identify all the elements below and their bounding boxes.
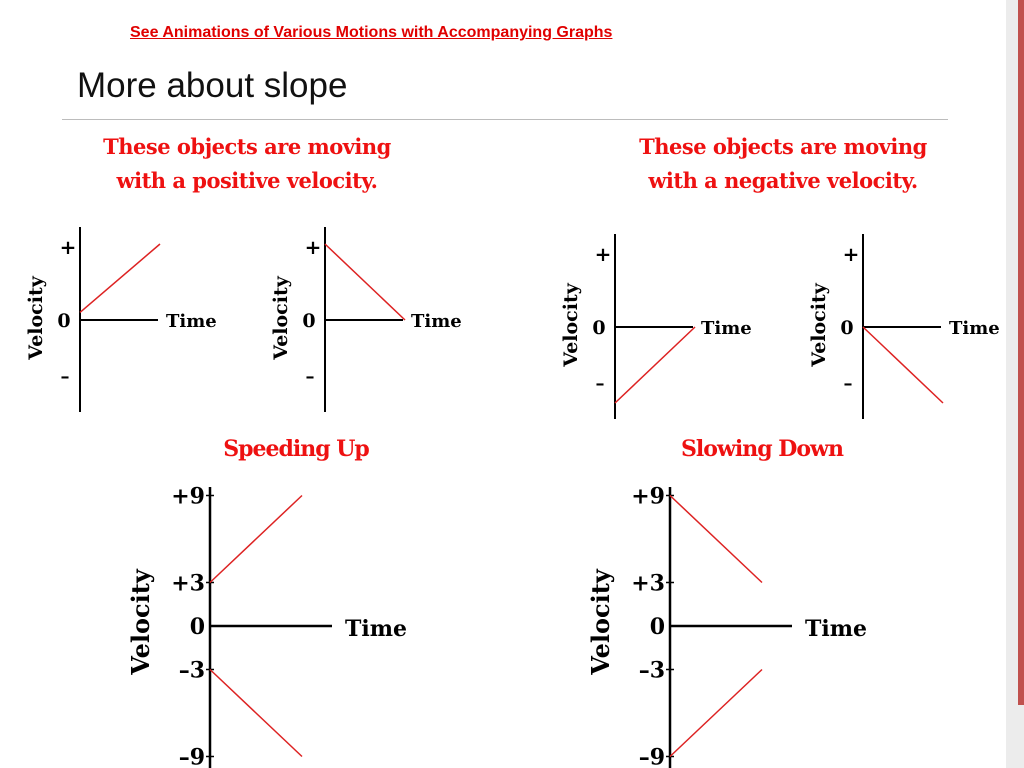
velocity-line: [210, 670, 302, 757]
caption-line: with a positive velocity.: [116, 168, 378, 193]
y-tick-label: +9: [631, 483, 665, 510]
tick-label-zero: 0: [302, 310, 316, 332]
tick-label-plus: +: [304, 235, 322, 259]
title-divider: [62, 119, 948, 120]
y-tick-label: 0: [649, 614, 665, 640]
speeding-up-heading: Speeding Up: [223, 436, 369, 462]
y-axis-label: Velocity: [270, 276, 292, 360]
tick-label-minus: –: [843, 373, 853, 394]
tick-label-minus: –: [60, 366, 70, 387]
slowing-down-graph: [580, 482, 880, 768]
tick-label-minus: –: [595, 373, 605, 394]
tick-label-plus: +: [842, 242, 860, 266]
velocity-line: [210, 496, 302, 583]
velocity-line: [670, 496, 762, 583]
animations-link[interactable]: See Animations of Various Motions with Accompanying Graphs: [130, 24, 613, 41]
y-tick-label: –9: [638, 744, 665, 768]
y-tick-label: 0: [189, 614, 205, 640]
page-title: More about slope: [77, 66, 348, 105]
right-edge-accent: [1018, 0, 1024, 705]
y-axis-label: Velocity: [808, 283, 830, 367]
x-axis-label: Time: [345, 616, 408, 642]
slowing-down-heading: Slowing Down: [681, 436, 843, 462]
negative-velocity-graph-1: [555, 229, 770, 424]
x-axis-label: Time: [166, 311, 217, 332]
y-tick-label: –9: [178, 744, 205, 768]
x-axis-label: Time: [949, 318, 1000, 339]
negative-velocity-graph-2: [803, 229, 1018, 424]
positive-velocity-graph-1: [20, 222, 235, 417]
speeding-up-graph: [120, 482, 420, 768]
positive-velocity-caption: [82, 130, 412, 198]
x-axis-label: Time: [805, 616, 868, 642]
tick-label-plus: +: [594, 242, 612, 266]
y-tick-label: +3: [631, 570, 665, 597]
velocity-line: [615, 327, 695, 403]
caption-line: These objects are moving: [103, 134, 391, 159]
x-axis-label: Time: [701, 318, 752, 339]
y-tick-label: –3: [638, 657, 665, 684]
y-axis-label: Velocity: [25, 276, 47, 360]
caption-line: These objects are moving: [639, 134, 927, 159]
y-tick-label: +9: [171, 483, 205, 510]
y-axis-label: Velocity: [560, 283, 582, 367]
y-axis-label: Velocity: [126, 569, 155, 675]
x-axis-label: Time: [411, 311, 462, 332]
velocity-line: [863, 327, 943, 403]
tick-label-zero: 0: [592, 317, 606, 339]
tick-label-minus: –: [305, 366, 315, 387]
tick-label-zero: 0: [840, 317, 854, 339]
negative-velocity-caption: [618, 130, 948, 198]
velocity-line: [670, 670, 762, 757]
caption-line: with a negative velocity.: [648, 168, 918, 193]
y-tick-label: +3: [171, 570, 205, 597]
velocity-line: [80, 244, 160, 312]
y-axis-label: Velocity: [586, 569, 615, 675]
tick-label-plus: +: [59, 235, 77, 259]
tick-label-zero: 0: [57, 310, 71, 332]
velocity-line: [325, 244, 405, 320]
y-tick-label: –3: [178, 657, 205, 684]
positive-velocity-graph-2: [265, 222, 480, 417]
